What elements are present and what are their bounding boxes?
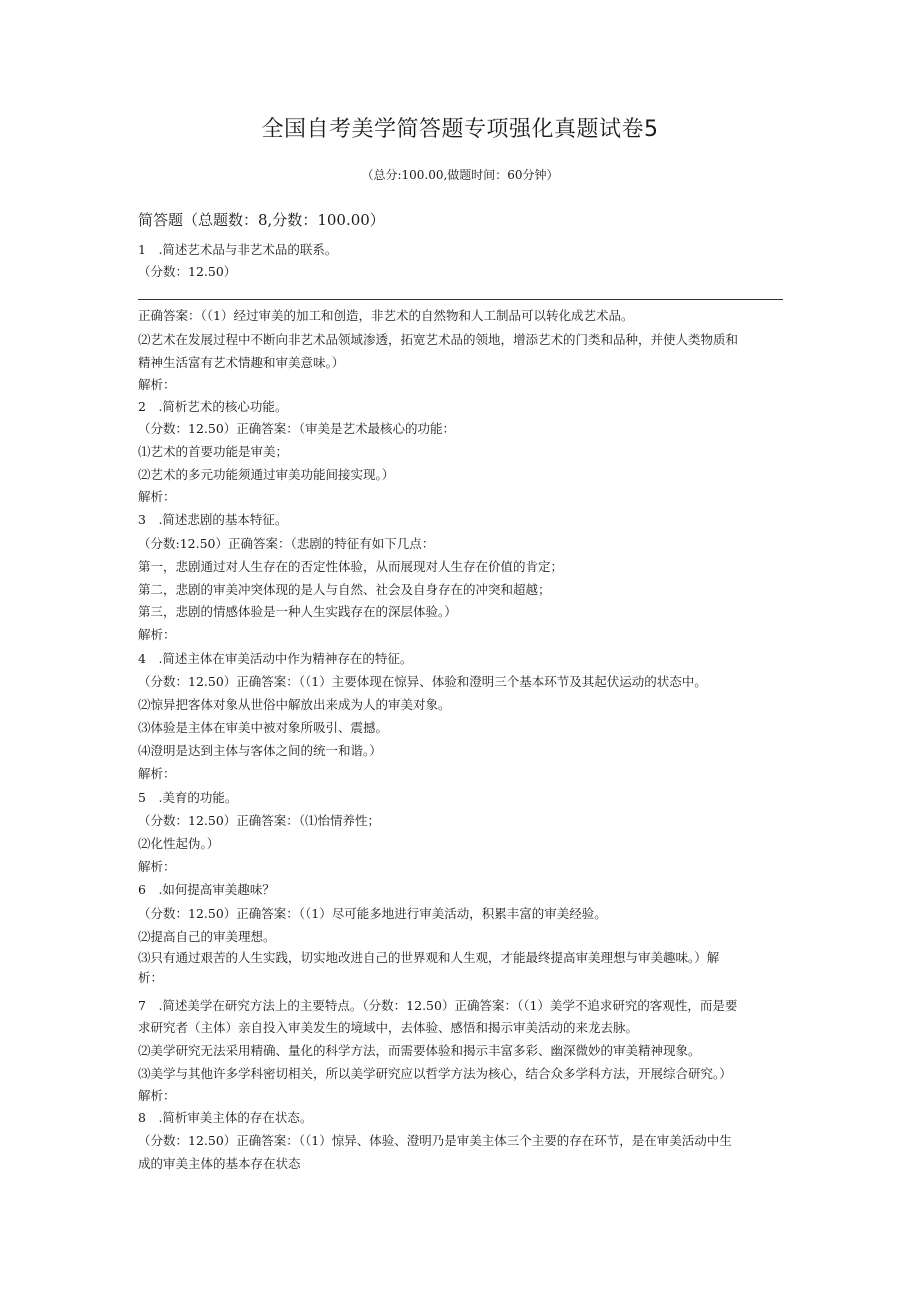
answer-line: ⑵化性起伪。） — [138, 836, 220, 851]
answer-line: （分数：12.50）正确答案：（（1）惊异、体验、澄明乃是审美主体三个主要的存在环节，是在审美活动中生 — [138, 1133, 732, 1148]
answer-line: ⑵美学研究无法采用精确、量化的科学方法，而需要体验和揭示丰富多彩、幽深微妙的审美精神现象。 — [138, 1043, 701, 1058]
question-line: 3 .简述悲剧的基本特征。 — [138, 512, 288, 527]
answer-line: ⑵提高自己的审美理想。 — [138, 929, 276, 944]
answer-line: （分数：12.50）正确答案：（（1）尽可能多地进行审美活动，积累丰富的审美经验。 — [138, 906, 607, 921]
analysis-label: 解析： — [138, 766, 176, 781]
question-line: 4 .简述主体在审美活动中作为精神存在的特征。 — [138, 651, 413, 666]
exam-title: 全国自考美学简答题专项强化真题试卷5 — [261, 117, 659, 142]
analysis-label: 解析： — [138, 489, 176, 504]
score-line: （分数：12.50） — [138, 264, 237, 279]
answer-line: 求研究者（主体）亲自投入审美发生的境域中，去体验、感悟和揭示审美活动的来龙去脉。 — [138, 1020, 639, 1035]
question-line: 8 .简析审美主体的存在状态。 — [138, 1110, 313, 1125]
section-heading: 简答题（总题数：8,分数：100.00） — [138, 211, 385, 229]
answer-line: 成的审美主体的基本存在状态 — [138, 1156, 301, 1171]
answer-line: （分数:12.50）正确答案：（悲剧的特征有如下几点： — [138, 536, 435, 551]
answer-line: （分数：12.50）正确答案：（（1）主要体现在惊异、体验和澄明三个基本环节及其起伏运动的状态中。 — [138, 674, 707, 689]
question-line: 7 .简述美学在研究方法上的主要特点。（分数：12.50）正确答案：（（1）美学不追求研究的客观性，而是要 — [138, 998, 738, 1013]
divider-rule — [138, 299, 783, 300]
analysis-label: 解析： — [138, 377, 176, 392]
answer-line: 第三，悲剧的情感体验是一种人生实践存在的深层体验。） — [138, 604, 457, 619]
answer-line: ⑷澄明是达到主体与客体之间的统一和谐。） — [138, 743, 382, 758]
analysis-label: 解析： — [138, 1088, 176, 1103]
answer-line: ⑶只有通过艰苦的人生实践，切实地改进自己的世界观和人生观，才能最终提高审美理想与审美趣味。）解 — [138, 950, 720, 965]
answer-line: （分数：12.50）正确答案：（⑴怡情养性； — [138, 813, 381, 828]
question-line: 2 .简析艺术的核心功能。 — [138, 399, 288, 414]
question-line: 5 .美育的功能。 — [138, 790, 238, 805]
exam-meta: （总分:100.00,做题时间：60分钟） — [361, 168, 559, 182]
answer-line: 第二，悲剧的审美冲突体现的是人与自然、社会及自身存在的冲突和超越； — [138, 582, 551, 597]
answer-line: 第一，悲剧通过对人生存在的否定性体验，从而展现对人生存在价值的肯定； — [138, 559, 564, 574]
analysis-label: 析： — [138, 970, 164, 985]
answer-line: ⑵艺术的多元功能须通过审美功能间接实现。） — [138, 467, 395, 482]
answer-line: （分数：12.50）正确答案：（审美是艺术最核心的功能： — [138, 421, 456, 436]
question-line: 1 .简述艺术品与非艺术品的联系。 — [138, 242, 338, 257]
answer-line: ⑶体验是主体在审美中被对象所吸引、震撼。 — [138, 720, 389, 735]
analysis-label: 解析： — [138, 627, 176, 642]
answer-line: ⑴艺术的首要功能是审美； — [138, 444, 289, 459]
answer-line: ⑶美学与其他许多学科密切相关，所以美学研究应以哲学方法为核心，结合众多学科方法，开展综合研究。） — [138, 1066, 732, 1081]
answer-line: ⑵惊异把客体对象从世俗中解放出来成为人的审美对象。 — [138, 697, 451, 712]
answer-line: 正确答案：（（1）经过审美的加工和创造，非艺术的自然物和人工制品可以转化成艺术品。 — [138, 308, 634, 323]
question-line: 6 .如何提高审美趣味？ — [138, 882, 275, 897]
answer-line: ⑵艺术在发展过程中不断向非艺术品领域渗透，拓宽艺术品的领地，增添艺术的门类和品种，并使人类物质和 — [138, 332, 739, 347]
analysis-label: 解析： — [138, 859, 176, 874]
answer-line: 精神生活富有艺术情趣和审美意味。） — [138, 355, 345, 370]
